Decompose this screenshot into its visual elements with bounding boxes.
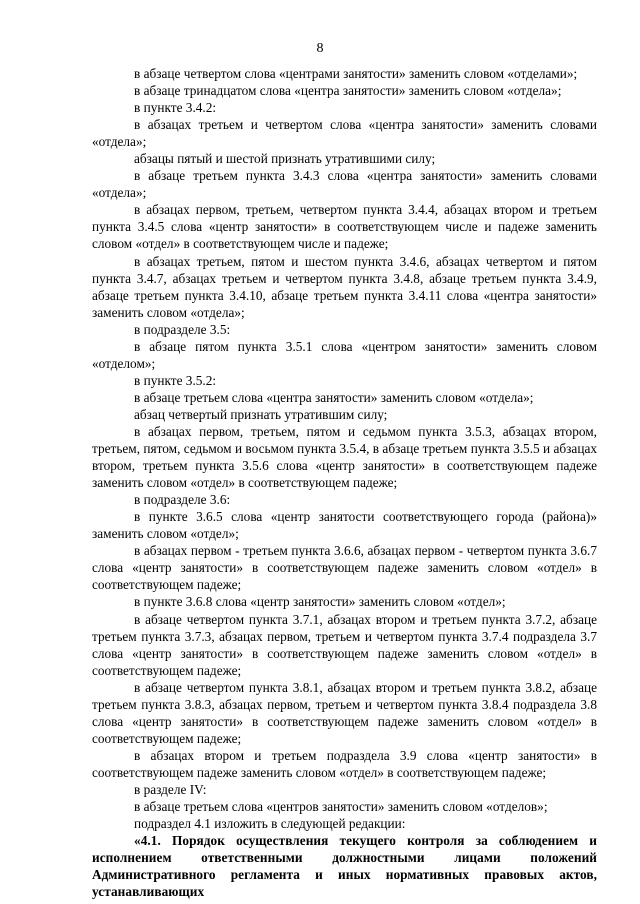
document-body — [92, 65, 597, 900]
paragraph: в абзацах третьем и четвертом слова «центра занятости» заменить словами «отдела»; — [92, 117, 597, 150]
paragraph: в пункте 3.6.8 слова «центр занятости» заменить словом «отдел»; — [134, 594, 506, 610]
paragraph: абзацы пятый и шестой признать утратившими силу; — [134, 151, 436, 167]
paragraph: в абзаце четвертом слова «центрами занятости» заменить словом «отделами»; — [134, 66, 578, 81]
paragraph: в абзаце третьем слова «центров занятости» заменить словом «отделов»; — [134, 799, 548, 815]
paragraph: в абзацах первом, третьем, четвертом пункта 3.4.4, абзацах втором и третьем пункта 3.4.5 слова «центр занятости» в соответствующем числе и падеже заменить словом «отдел» в соответствующем числе и падеже; — [92, 202, 597, 252]
paragraph: в абзаце тринадцатом слова «центра занятости» заменить словом «отдела»; — [134, 83, 562, 99]
paragraph: в пункте 3.6.5 слова «центр занятости соответствующего города (района)» заменить словом «отдел»; — [92, 509, 597, 542]
paragraph: подраздел 4.1 изложить в следующей редакции: — [134, 816, 406, 832]
paragraph: в подразделе 3.6: — [134, 492, 231, 508]
paragraph: в разделе IV: — [134, 781, 207, 797]
paragraph: в абзацах третьем, пятом и шестом пункта 3.4.6, абзацах четвертом и пятом пункта 3.4.7, абзацах третьем и четвертом пункта 3.4.8, абзаце третьем пункта 3.4.9, абзаце третьем пункта 3.4.10, абзаце третьем пункта 3.4.11 слова «центра занятости» заменить словом «отдела»; — [92, 253, 597, 320]
page-number: 8 — [316, 41, 324, 56]
paragraph: в абзаце четвертом пункта 3.7.1, абзацах втором и третьем пункта 3.7.2, абзаце третьем пункта 3.7.3, абзацах первом, третьем и четвертом пункта 3.7.4 подраздела 3.7 слова «центр занятости» в соответствующем падеже заменить словом «отдел» в соответствующем падеже; — [92, 611, 597, 678]
paragraph: в абзаце третьем слова «центра занятости» заменить словом «отдела»; — [134, 389, 534, 405]
paragraph: в подразделе 3.5: — [134, 321, 231, 337]
paragraph: в абзацах первом - третьем пункта 3.6.6, абзацах первом - четвертом пункта 3.6.7 слова «центр занятости» в соответствующем падеже заменить словом «отдел» в соответствующем падеже; — [92, 543, 597, 593]
paragraph: в абзаце пятом пункта 3.5.1 слова «центром занятости» заменить словом «отделом»; — [92, 338, 597, 371]
paragraph: в абзацах первом, третьем, пятом и седьмом пункта 3.5.3, абзацах втором, третьем, пятом, седьмом и восьмом пункта 3.5.4, в абзаце третьем пункта 3.5.5 и абзацах втором, третьем пункта 3.5.6 слова «центр занятости» в соответствующем падеже заменить словом «отдел» в соответствующем падеже; — [92, 423, 597, 491]
section-heading: «4.1. Порядок осуществления текущего контроля за соблюдением и исполнением ответственными должностными лицами положений Административного регламента и иных нормативных правовых актов, устанавливающих — [92, 833, 597, 900]
paragraph: в абзаце третьем пункта 3.4.3 слова «центра занятости» заменить словами «отдела»; — [92, 168, 597, 201]
paragraph: в абзацах втором и третьем подраздела 3.9 слова «центр занятости» в соответствующем падеже заменить словом «отдел» в соответствующем падеже; — [92, 747, 597, 780]
paragraph: в пункте 3.4.2: — [134, 100, 217, 116]
paragraph: абзац четвертый признать утратившим силу; — [134, 406, 388, 422]
paragraph: в пункте 3.5.2: — [134, 372, 217, 388]
paragraph: в абзаце четвертом пункта 3.8.1, абзацах втором и третьем пункта 3.8.2, абзаце третьем пункта 3.8.3, абзацах первом, третьем и четвертом пункта 3.8.4 подраздела 3.8 слова «центр занятости» в соответствующем падеже заменить словом «отдел» в соответствующем падеже; — [92, 679, 597, 746]
